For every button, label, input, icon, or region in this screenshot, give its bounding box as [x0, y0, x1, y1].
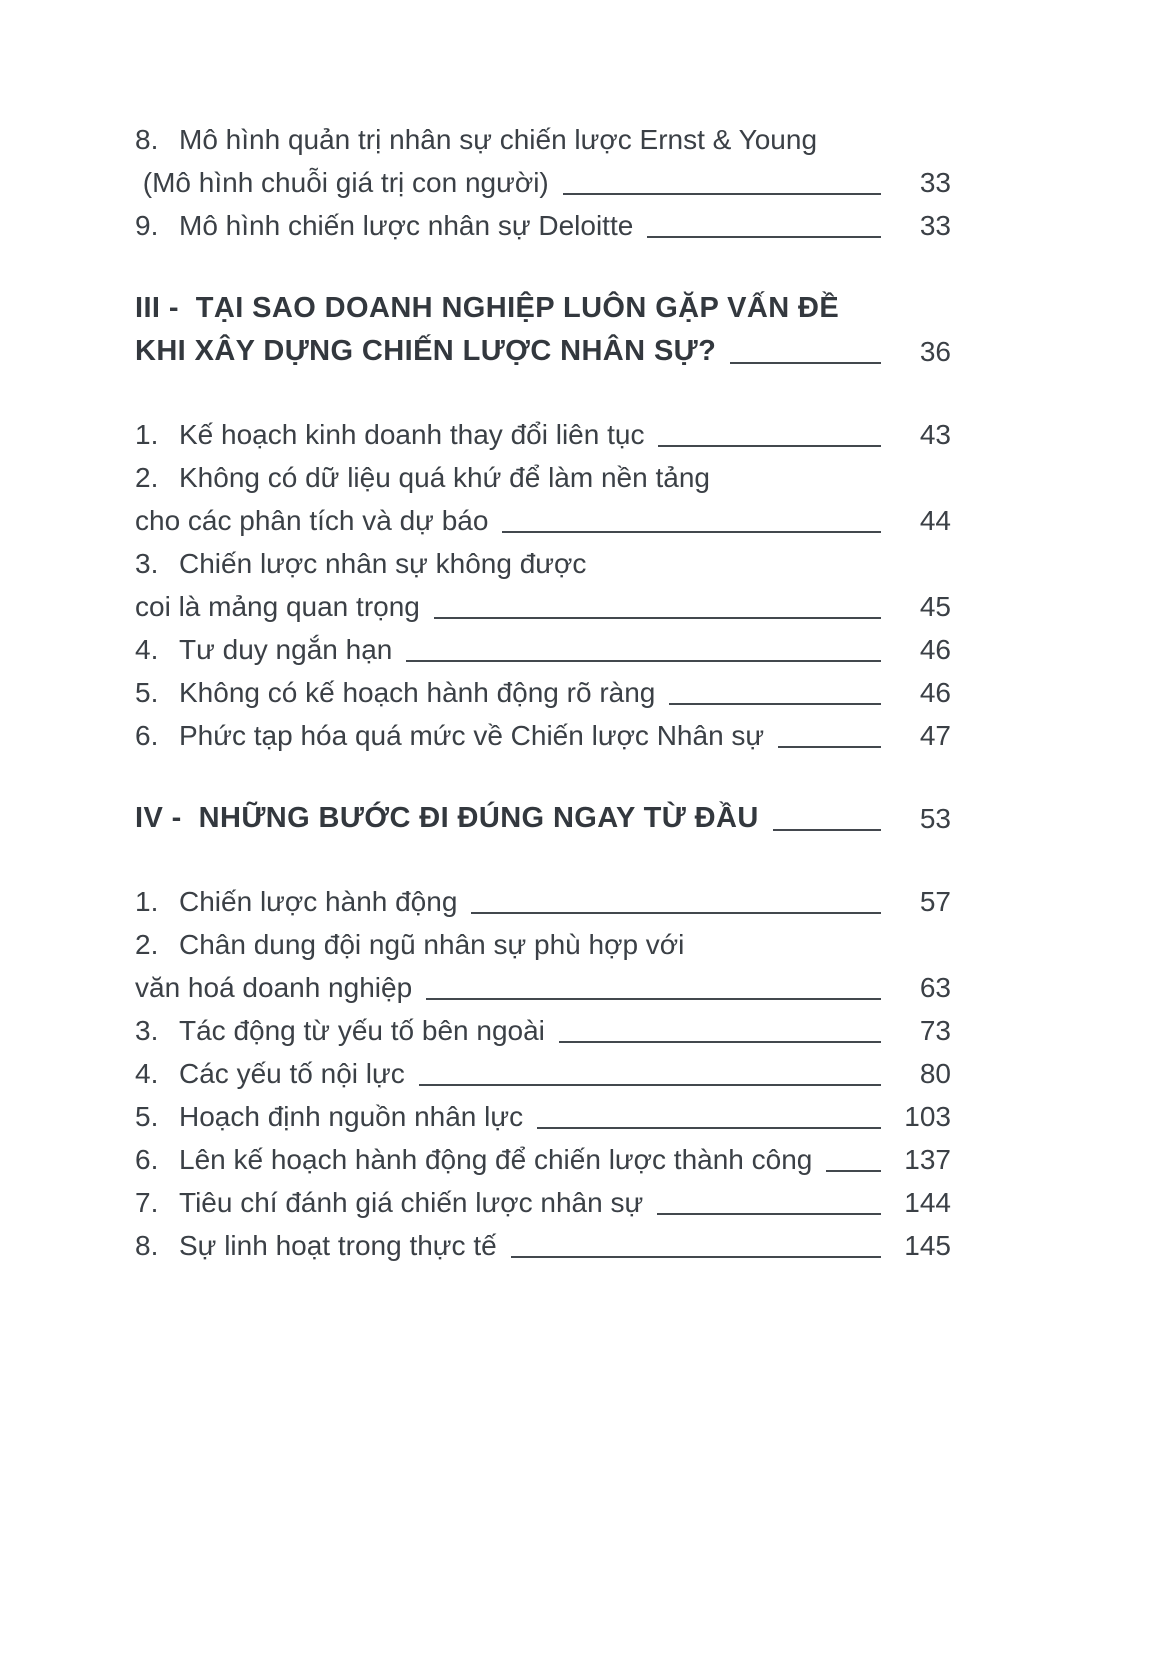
leader-line — [502, 531, 881, 533]
entry-text: Tiêu chí đánh giá chiến lược nhân sự — [179, 1187, 644, 1218]
toc-row — [135, 161, 951, 204]
entry-number: 2. — [135, 929, 159, 960]
page-number: 43 — [919, 419, 951, 450]
toc-row — [135, 1052, 951, 1095]
entry-number: 1. — [135, 419, 159, 450]
toc-row — [135, 714, 951, 757]
entry-text: Mô hình chiến lược nhân sự Deloitte — [179, 210, 634, 241]
entry-number: 9. — [135, 210, 159, 241]
toc-row — [135, 204, 951, 247]
leader-line — [669, 703, 881, 705]
entry-text: Sự linh hoạt trong thực tế — [179, 1230, 497, 1261]
page-number: 53 — [919, 803, 951, 834]
leader-line — [773, 829, 881, 831]
page-number: 36 — [919, 336, 951, 367]
page-number: 144 — [904, 1187, 951, 1218]
entry-text: Phức tạp hóa quá mức về Chiến lược Nhân sự — [179, 720, 765, 751]
entry-number: 3. — [135, 548, 159, 579]
entry-number: 8. — [135, 1230, 159, 1261]
toc-row — [135, 671, 951, 714]
entry-text: Hoạch định nguồn nhân lực — [179, 1101, 524, 1132]
page-number: 45 — [919, 591, 951, 622]
leader-line — [730, 362, 881, 364]
leader-line — [511, 1256, 881, 1258]
leader-line — [471, 912, 881, 914]
leader-line — [826, 1170, 881, 1172]
toc-section-heading-row — [135, 330, 951, 373]
entry-text: Chân dung đội ngũ nhân sự phù hợp với — [179, 929, 685, 960]
page-number: 57 — [919, 886, 951, 917]
entry-text: Chiến lược nhân sự không được — [179, 548, 587, 579]
leader-line — [563, 193, 881, 195]
section-heading-text: KHI XÂY DỰNG CHIẾN LƯỢC NHÂN SỰ? — [135, 335, 717, 367]
toc-row — [135, 585, 951, 628]
toc-row — [135, 118, 951, 161]
page-number: 46 — [919, 634, 951, 665]
toc-section-heading-row — [135, 287, 951, 330]
page-number: 137 — [904, 1144, 951, 1175]
toc-section-heading-row — [135, 797, 951, 840]
entry-text: Không có kế hoạch hành động rõ ràng — [179, 677, 656, 708]
page-number: 80 — [919, 1058, 951, 1089]
page-number: 47 — [919, 720, 951, 751]
entry-number: 8. — [135, 124, 159, 155]
section-heading-text: III - TẠI SAO DOANH NGHIỆP LUÔN GẶP VẤN ĐỀ — [135, 292, 840, 324]
toc-row — [135, 628, 951, 671]
entry-number: 5. — [135, 1101, 159, 1132]
entry-text: Mô hình quản trị nhân sự chiến lược Ernst & Young — [179, 124, 818, 155]
page-number: 73 — [919, 1015, 951, 1046]
page-number: 44 — [919, 505, 951, 536]
leader-line — [658, 445, 881, 447]
entry-text: Kế hoạch kinh doanh thay đổi liên tục — [179, 419, 645, 450]
entry-text: Các yếu tố nội lực — [179, 1058, 405, 1089]
page-number: 46 — [919, 677, 951, 708]
entry-number: 4. — [135, 634, 159, 665]
page-number: 103 — [904, 1101, 951, 1132]
leader-line — [406, 660, 881, 662]
entry-text: (Mô hình chuỗi giá trị con người) — [135, 167, 549, 198]
leader-line — [426, 998, 881, 1000]
toc-row — [135, 542, 951, 585]
leader-line — [419, 1084, 881, 1086]
entry-number: 6. — [135, 720, 159, 751]
toc-row — [135, 880, 951, 923]
entry-number: 4. — [135, 1058, 159, 1089]
section-heading-text: IV - NHỮNG BƯỚC ĐI ĐÚNG NGAY TỪ ĐẦU — [135, 802, 759, 834]
leader-line — [657, 1213, 881, 1215]
entry-text: Lên kế hoạch hành động để chiến lược thành công — [179, 1144, 813, 1175]
toc-row — [135, 1181, 951, 1224]
leader-line — [647, 236, 881, 238]
entry-number: 2. — [135, 462, 159, 493]
entry-text: cho các phân tích và dự báo — [135, 505, 489, 536]
toc-row — [135, 499, 951, 542]
entry-number: 3. — [135, 1015, 159, 1046]
page-number: 33 — [919, 210, 951, 241]
toc-row — [135, 1009, 951, 1052]
entry-text: Chiến lược hành động — [179, 886, 458, 917]
entry-text: Tác động từ yếu tố bên ngoài — [179, 1015, 545, 1046]
leader-line — [434, 617, 881, 619]
entry-number: 5. — [135, 677, 159, 708]
entry-number: 6. — [135, 1144, 159, 1175]
toc-row — [135, 1224, 951, 1267]
entry-text: coi là mảng quan trọng — [135, 591, 420, 622]
entry-text: văn hoá doanh nghiệp — [135, 972, 413, 1003]
toc-row — [135, 1138, 951, 1181]
leader-line — [537, 1127, 881, 1129]
leader-line — [778, 746, 881, 748]
page-number: 145 — [904, 1230, 951, 1261]
toc-row — [135, 966, 951, 1009]
entry-text: Không có dữ liệu quá khứ để làm nền tảng — [179, 462, 710, 493]
leader-line — [559, 1041, 881, 1043]
toc-row — [135, 1095, 951, 1138]
page-number: 63 — [919, 972, 951, 1003]
toc-row — [135, 923, 951, 966]
page-number: 33 — [919, 167, 951, 198]
entry-text: Tư duy ngắn hạn — [179, 634, 393, 665]
entry-number: 1. — [135, 886, 159, 917]
entry-number: 7. — [135, 1187, 159, 1218]
toc-row — [135, 456, 951, 499]
toc-row — [135, 413, 951, 456]
